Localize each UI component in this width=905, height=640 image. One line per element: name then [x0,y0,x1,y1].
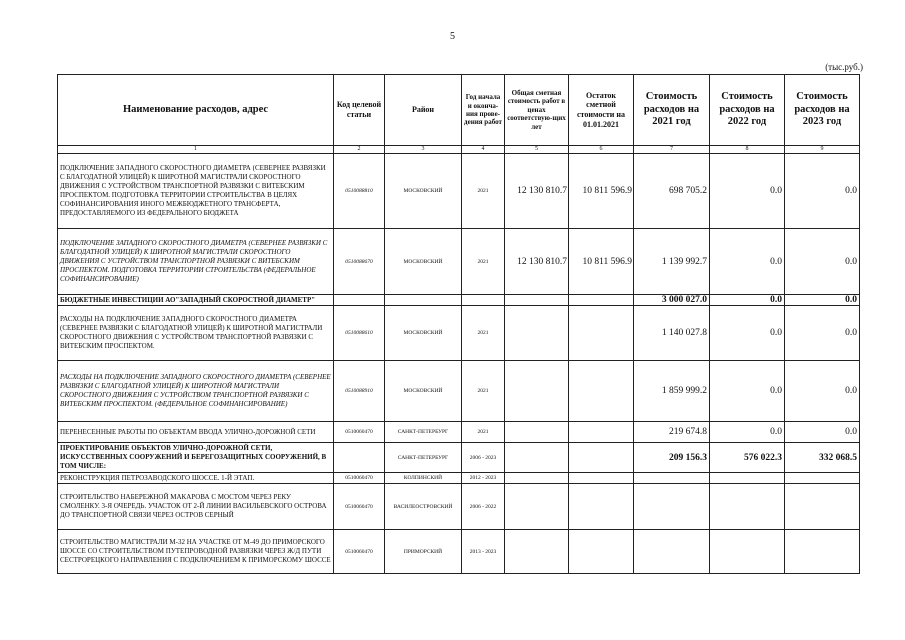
row-years: 2021 [462,154,505,229]
row-2023 [785,484,860,530]
row-rest [569,530,634,574]
col-number: 2 [334,146,385,154]
row-total [505,422,569,443]
row-years [462,295,505,306]
row-2022: 576 022.3 [710,443,785,473]
column-number-row [58,146,860,154]
row-district: ВАСИЛЕОСТРОВСКИЙ [385,484,462,530]
page-number: 5 [450,31,455,42]
row-2023 [785,530,860,574]
row-years: 2021 [462,229,505,295]
row-2023: 332 068.5 [785,443,860,473]
row-name: СТРОИТЕЛЬСТВО НАБЕРЕЖНОЙ МАКАРОВА С МОСТОМ ЧЕРЕЗ РЕКУ СМОЛЕНКУ. 3-Я ОЧЕРЕДЬ. УЧАСТОК ОТ 2-Й ЛИНИИ ВАСИЛЬЕВСКОГО ОСТРОВА ДО ТРАНСПОРТНОЙ СВЯЗИ ЧЕРЕЗ ОСТРОВ СЕРНЫЙ [58,484,334,530]
col-number: 3 [385,146,462,154]
col-number: 5 [505,146,569,154]
row-2023: 0.0 [785,422,860,443]
header-code: Код целевой статьи [334,75,385,146]
header-2023: Стоимость расходов на 2023 год [785,75,860,146]
row-2022: 0.0 [710,361,785,422]
table-row [58,361,860,422]
row-rest: 10 811 596.9 [569,229,634,295]
row-district: САНКТ-ПЕТЕРБУРГ [385,422,462,443]
table-row [58,295,860,306]
header-years: Год начала и оконча-ния прове-дения работ [462,75,505,146]
row-2021: 219 674.8 [634,422,710,443]
header-2021: Стоимость расходов на 2021 год [634,75,710,146]
header-2022: Стоимость расходов на 2022 год [710,75,785,146]
row-district: МОСКОВСКИЙ [385,154,462,229]
col-number: 8 [710,146,785,154]
row-years: 2012 - 2023 [462,473,505,484]
row-district: САНКТ-ПЕТЕРБУРГ [385,443,462,473]
header-district: Район [385,75,462,146]
row-2022: 0.0 [710,295,785,306]
row-rest [569,443,634,473]
row-code: 0510088610 [334,306,385,361]
row-rest: 10 811 596.9 [569,154,634,229]
row-2022 [710,484,785,530]
row-rest [569,484,634,530]
row-code: 0510060470 [334,422,385,443]
row-district [385,295,462,306]
expenses-table [57,74,860,574]
row-years: 2021 [462,422,505,443]
col-number: 4 [462,146,505,154]
row-2023: 0.0 [785,306,860,361]
row-code: 0510088810 [334,154,385,229]
row-2021: 3 000 027.0 [634,295,710,306]
row-rest [569,473,634,484]
row-2023: 0.0 [785,229,860,295]
row-rest [569,295,634,306]
col-number: 1 [58,146,334,154]
row-code: 0510060470 [334,473,385,484]
row-years: 2006 - 2023 [462,443,505,473]
header-name: Наименование расходов, адрес [58,75,334,146]
table-row [58,473,860,484]
header-row [58,75,860,146]
row-2021: 209 156.3 [634,443,710,473]
row-years: 2021 [462,361,505,422]
row-total [505,306,569,361]
col-number: 9 [785,146,860,154]
row-name: РАСХОДЫ НА ПОДКЛЮЧЕНИЕ ЗАПАДНОГО СКОРОСТНОГО ДИАМЕТРА (СЕВЕРНЕЕ РАЗВЯЗКИ С БЛАГОДАТНОЙ УЛИЦЕЙ) К ШИРОТНОЙ МАГИСТРАЛИ СКОРОСТНОГО ДВИЖЕНИЯ С УСТРОЙСТВОМ ТРАНСПОРТНОЙ РАЗВЯЗКИ С ВИТЕБСКИМ ПРОСПЕКТОМ. (ФЕДЕРАЛЬНОЕ СОФИНАНСИРОВАНИЕ) [58,361,334,422]
row-years: 2021 [462,306,505,361]
row-name: РАСХОДЫ НА ПОДКЛЮЧЕНИЕ ЗАПАДНОГО СКОРОСТНОГО ДИАМЕТРА (СЕВЕРНЕЕ РАЗВЯЗКИ С БЛАГОДАТНОЙ УЛИЦЕЙ) К ШИРОТНОЙ МАГИСТРАЛИ СКОРОСТНОГО ДВИЖЕНИЯ С УСТРОЙСТВОМ ТРАНСПОРТНОЙ РАЗВЯЗКИ С ВИТЕБСКИМ ПРОСПЕКТОМ. [58,306,334,361]
row-total [505,295,569,306]
row-name: ПРОЕКТИРОВАНИЕ ОБЪЕКТОВ УЛИЧНО-ДОРОЖНОЙ СЕТИ, ИСКУССТВЕННЫХ СООРУЖЕНИЙ И БЕРЕГОЗАЩИТНЫХ СООРУЖЕНИЙ, В ТОМ ЧИСЛЕ: [58,443,334,473]
row-2021: 698 705.2 [634,154,710,229]
row-total: 12 130 810.7 [505,229,569,295]
col-number: 6 [569,146,634,154]
table-row [58,484,860,530]
row-2023: 0.0 [785,154,860,229]
row-name: ПОДКЛЮЧЕНИЕ ЗАПАДНОГО СКОРОСТНОГО ДИАМЕТРА (СЕВЕРНЕЕ РАЗВЯЗКИ С БЛАГОДАТНОЙ УЛИЦЕЙ) К ШИРОТНОЙ МАГИСТРАЛИ СКОРОСТНОГО ДВИЖЕНИЯ С УСТРОЙСТВОМ ТРАНСПОРТНОЙ РАЗВЯЗКИ С ВИТЕБСКИМ ПРОСПЕКТОМ. ПОДГОТОВКА ТЕРРИТОРИИ СТРОИТЕЛЬСТВА (ФЕДЕРАЛЬНОЕ СОФИНАНСИРОВАНИЕ) [58,229,334,295]
table-row [58,306,860,361]
table-row [58,422,860,443]
header-rest: Остаток сметной стоимости на 01.01.2021 [569,75,634,146]
row-years: 2013 - 2023 [462,530,505,574]
row-rest [569,422,634,443]
row-name: БЮДЖЕТНЫЕ ИНВЕСТИЦИИ АО"ЗАПАДНЫЙ СКОРОСТНОЙ ДИАМЕТР" [58,295,334,306]
row-total [505,361,569,422]
row-2022 [710,473,785,484]
row-code: 0510060470 [334,484,385,530]
row-district: КОЛПИНСКИЙ [385,473,462,484]
row-2022: 0.0 [710,306,785,361]
row-name: СТРОИТЕЛЬСТВО МАГИСТРАЛИ М-32 НА УЧАСТКЕ ОТ М-49 ДО ПРИМОРСКОГО ШОССЕ СО СТРОИТЕЛЬСТВОМ ПУТЕПРОВОДНОЙ РАЗВЯЗКИ ЧЕРЕЗ Ж/Д ПУТИ СЕСТРОРЕЦКОГО НАПРАВЛЕНИЯ С ПОДКЛЮЧЕНИЕМ К ПРИМОРСКОМУ ШОССЕ [58,530,334,574]
row-name: РЕКОНСТРУКЦИЯ ПЕТРОЗАВОДСКОГО ШОССЕ. 1-Й ЭТАП. [58,473,334,484]
row-2022: 0.0 [710,422,785,443]
row-2021: 1 140 027.8 [634,306,710,361]
row-district: МОСКОВСКИЙ [385,306,462,361]
row-name: ПЕРЕНЕСЕННЫЕ РАБОТЫ ПО ОБЪЕКТАМ ВВОДА УЛИЧНО-ДОРОЖНОЙ СЕТИ [58,422,334,443]
row-2021 [634,530,710,574]
row-total: 12 130 810.7 [505,154,569,229]
row-rest [569,361,634,422]
row-2021 [634,484,710,530]
row-code [334,295,385,306]
col-number: 7 [634,146,710,154]
row-years: 2006 - 2022 [462,484,505,530]
header-total: Общая сметная стоимость работ в ценах соответствую-щих лет [505,75,569,146]
row-total [505,443,569,473]
row-2021: 1 859 999.2 [634,361,710,422]
row-district: МОСКОВСКИЙ [385,361,462,422]
row-district: МОСКОВСКИЙ [385,229,462,295]
table-row [58,443,860,473]
row-total [505,484,569,530]
row-2021: 1 139 992.7 [634,229,710,295]
table-row [58,154,860,229]
row-code: 0510060470 [334,530,385,574]
row-2021 [634,473,710,484]
row-total [505,473,569,484]
row-2022: 0.0 [710,229,785,295]
table-row [58,229,860,295]
row-name: ПОДКЛЮЧЕНИЕ ЗАПАДНОГО СКОРОСТНОГО ДИАМЕТРА (СЕВЕРНЕЕ РАЗВЯЗКИ С БЛАГОДАТНОЙ УЛИЦЕЙ) К ШИРОТНОЙ МАГИСТРАЛИ СКОРОСТНОГО ДВИЖЕНИЯ С УСТРОЙСТВОМ ТРАНСПОРТНОЙ РАЗВЯЗКИ С ВИТЕБСКИМ ПРОСПЕКТОМ. ПОДГОТОВКА ТЕРРИТОРИИ СТРОИТЕЛЬСТВА В ЦЕЛЯХ СОФИНАНСИРОВАНИЯ ИНОГО МЕЖБЮДЖЕТНОГО ТРАНСФЕРТА, ПРЕДОСТАВЛЯЕМОГО ИЗ ФЕДЕРАЛЬНОГО БЮДЖЕТА [58,154,334,229]
row-code [334,443,385,473]
row-rest [569,306,634,361]
row-2022: 0.0 [710,154,785,229]
row-2023 [785,473,860,484]
row-code: 0510088910 [334,361,385,422]
row-code: 0510088670 [334,229,385,295]
row-total [505,530,569,574]
row-2023: 0.0 [785,295,860,306]
row-district: ПРИМОРСКИЙ [385,530,462,574]
row-2022 [710,530,785,574]
row-2023: 0.0 [785,361,860,422]
table-row [58,530,860,574]
unit-label: (тыс.руб.) [825,62,863,72]
